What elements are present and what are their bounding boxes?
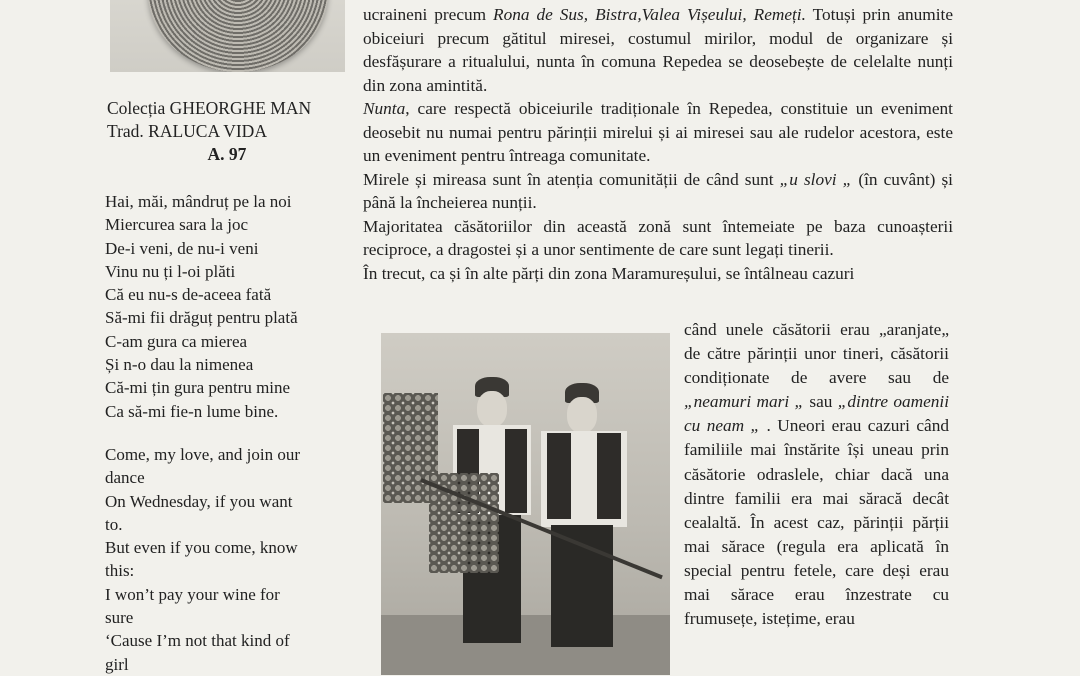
text-run: (în cuvânt) și până la încheierea nunții. (363, 169, 953, 212)
text-run: Totuși prin anumite obiceiuri precum gătitul miresei, costumul mirilor, modul de organizare și desfășurare a ritualului, nunta în comuna Repedea se deosebește de celelalte nunți din zona amintită. (363, 5, 953, 95)
poem-line: to. (105, 514, 123, 534)
article-paragraph-3 (363, 168, 953, 215)
top-photo (110, 0, 345, 72)
term-u-slovi: „u slovi „ (779, 169, 853, 189)
poem-line: C-am gura ca mierea (105, 331, 248, 351)
poem-line: ‘Cause I’m not that kind of (105, 631, 290, 651)
poem-line: I won’t pay your wine for (105, 584, 280, 604)
article-paragraph-1 (363, 3, 953, 97)
article-paragraph-2 (363, 97, 953, 168)
article-continuation (684, 318, 949, 631)
term-neamuri-mari: „neamuri mari „ (684, 392, 805, 412)
poem-line: Ca să-mi fie-n lume bine. (105, 401, 279, 421)
photo-floor (381, 615, 670, 675)
wedding-photo (381, 333, 670, 675)
poem-romanian (105, 190, 345, 423)
poem-line: Hai, măi, mândruț pe la noi (105, 192, 292, 211)
poem-line: Miercurea sara la joc (105, 215, 248, 235)
poem-line: On Wednesday, if you want (105, 491, 293, 511)
poem-line: this: (105, 561, 135, 581)
term-oamenii-cu-neam: „dintre oamenii cu neam „ (684, 392, 949, 436)
poem-line: Come, my love, and join our (105, 445, 301, 464)
poem-line: Să-mi fii drăguț pentru plată (105, 308, 298, 328)
text-run: ucraineni precum (363, 5, 494, 24)
article-paragraph-4: Majoritatea căsătoriilor din această zonă sunt întemeiate pe baza cunoașterii reciproce, a dragostei și a unor sentimente de care sunt legați tinerii. (363, 216, 953, 259)
article-body (363, 3, 953, 285)
photo-caption (107, 97, 347, 166)
translator-credit: Trad. RALUCA VIDA (107, 121, 267, 141)
poem-line: Că-mi țin gura pentru mine (105, 378, 291, 398)
poem-line: De-i veni, de nu-i veni (105, 238, 259, 258)
place-names: Rona de Sus, Bistra,Valea Vișeului, Remeți. (493, 5, 806, 24)
poem-line: Și n-o dau la nimenea (105, 355, 254, 375)
text-run: sau (804, 392, 838, 412)
text-run: . Uneori erau cazuri când familiile mai înstărite își uneau prin căsătorie odraslele, chiar dacă una dintre familii era mai săracă decât cealaltă. În acest caz, părinții părții mai sărace (regula era aplicată în special pentru fetele, care deși erau mai sărace erau înzestrate cu frumusețe, istețime, erau (684, 416, 949, 629)
poem-line: dance (105, 468, 145, 488)
catalog-code: A. 97 (207, 144, 247, 164)
article-paragraph-6 (684, 318, 949, 631)
poem-line: sure (105, 608, 134, 628)
text-run: când unele căsătorii erau „aranjate„ de către părinții unor tineri, căsătorii condiționate de avere sau de (684, 320, 949, 388)
poem-line: But even if you come, know (105, 538, 298, 558)
poem-line: Că eu nu-s de-aceea fată (105, 285, 272, 305)
poem-line: Vinu nu ți l-oi plăti (105, 261, 236, 281)
woven-plate-image (148, 0, 328, 72)
text-run: Mirele și mireasa sunt în atenția comunității de când sunt (363, 169, 780, 189)
poem-english (105, 443, 345, 676)
text-run: , care respectă obiceiurile tradiționale în Repedea, constituie un eveniment deosebit nu numai pentru părinții mirelui și ai miresei sau ale rudelor acestora, este un eveniment pentru întreaga comunitate. (363, 99, 953, 165)
poem-line: girl (105, 654, 129, 674)
article-paragraph-5: În trecut, ca și în alte părți din zona Maramureșului, se întâlneau cazuri (363, 263, 855, 283)
term-nunta: Nunta (363, 99, 406, 118)
collection-credit: Colecția GHEORGHE MAN (107, 98, 312, 118)
